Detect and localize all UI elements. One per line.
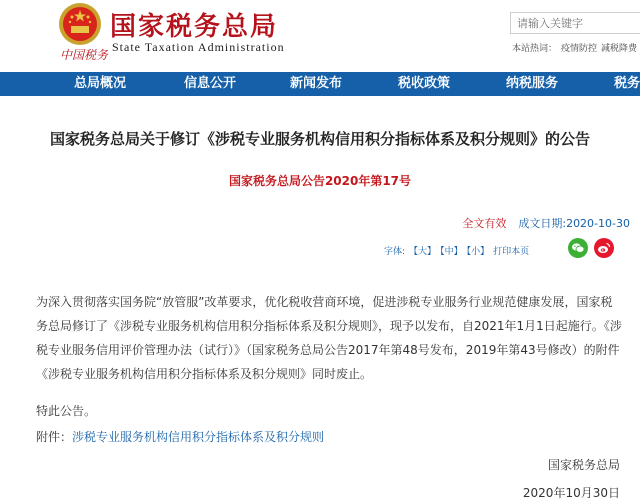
- nav-item-taxpayer-service[interactable]: 纳税服务: [506, 76, 559, 91]
- article-meta: [462, 215, 630, 231]
- nav-item-tax-policy[interactable]: 税收政策: [398, 76, 451, 91]
- signer: 国家税务总局: [547, 458, 620, 472]
- national-emblem-icon: [58, 2, 102, 46]
- hot-words-label: 本站热词：: [512, 44, 558, 54]
- font-size-controls: [384, 244, 533, 257]
- nav-item-tax-more[interactable]: 税务: [614, 76, 640, 91]
- sign-date: 2020年10月30日: [522, 486, 620, 500]
- hot-word-link[interactable]: 疫情防控: [561, 44, 598, 54]
- validity-status: 全文有效: [462, 217, 507, 230]
- font-size-label: 字体:: [384, 247, 406, 257]
- nav-item-overview[interactable]: 总局概况: [74, 76, 127, 91]
- hot-word-link[interactable]: 减税降费: [601, 44, 638, 54]
- article-notice: 特此公告。: [36, 404, 97, 418]
- wechat-icon: [571, 241, 585, 255]
- issue-date: 成文日期:2020-10-30: [518, 217, 630, 230]
- calligraphy-logo: 中国税务: [60, 48, 109, 62]
- document-number: 国家税务总局公告2020年第17号: [228, 174, 412, 188]
- attachment: [36, 428, 324, 445]
- article-body: [36, 290, 628, 386]
- logo-subtitle: State Taxation Administration: [112, 40, 285, 54]
- share-wechat-button[interactable]: [568, 238, 588, 258]
- hot-words: [512, 41, 640, 54]
- article-title: 国家税务总局关于修订《涉税专业服务机构信用积分指标体系及积分规则》的公告: [49, 130, 590, 148]
- weibo-icon: [597, 241, 611, 255]
- share-weibo-button[interactable]: [594, 238, 614, 258]
- logo-title[interactable]: 国家税务总局: [110, 12, 279, 42]
- font-medium-button[interactable]: 【中】: [440, 247, 463, 257]
- attachment-label: 附件：: [36, 430, 73, 444]
- font-small-button[interactable]: 【小】: [466, 247, 490, 257]
- nav-item-info-disclosure[interactable]: 信息公开: [184, 76, 237, 91]
- nav-item-news[interactable]: 新闻发布: [290, 76, 343, 91]
- attachment-link[interactable]: 涉税专业服务机构信用积分指标体系及积分规则: [72, 430, 325, 444]
- site-header: [0, 0, 640, 72]
- article-paragraph: 为深入贯彻落实国务院“放管服”改革要求，优化税收营商环境，促进涉税专业服务行业规范健康发展，国家税务总局修订了《涉税专业服务机构信用积分指标体系及积分规则》，现予以发布，自2021年1月1日起施行。《涉税专业服务信用评价管理办法（试行）》（国家税务总局公告2017年第48号发布，2019年第43号修改）的附件《涉税专业服务机构信用积分指标体系及积分规则》同时废止。: [36, 295, 622, 381]
- print-button[interactable]: 打印本页: [493, 247, 530, 257]
- main-nav: [0, 72, 640, 96]
- search-input[interactable]: [510, 12, 640, 34]
- font-large-button[interactable]: 【大】: [409, 247, 437, 257]
